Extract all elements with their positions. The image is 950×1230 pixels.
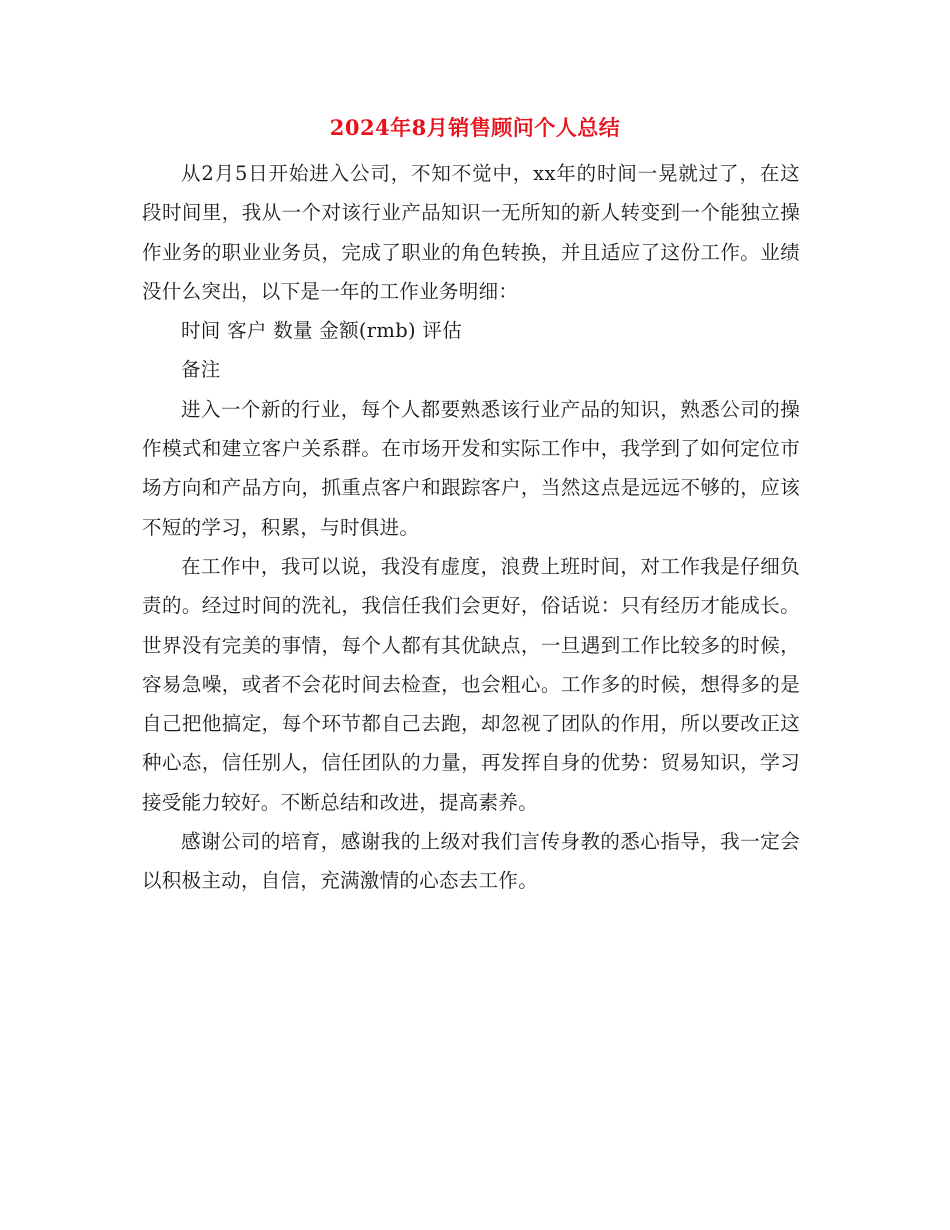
paragraph-table-header: 时间 客户 数量 金额(rmb) 评估 (181, 319, 463, 343)
paragraph-remarks: 备注 (181, 358, 221, 382)
paragraph-intro: 从2月5日开始进入公司，不知不觉中，xx年的时间一晃就过了，在这段时间里，我从一个对该行业产品知识一无所知的新人转变到一个能独立操作业务的职业业务员，完成了职业的角色转换，并且适应了这份工作。业绩没什么突出，以下是一年的工作业务明细： (142, 162, 800, 303)
paragraph-thanks: 感谢公司的培育，感谢我的上级对我们言传身教的悉心指导，我一定会以积极主动，自信，充满激情的心态去工作。 (142, 830, 800, 893)
document-body (142, 154, 800, 901)
document-title: 2024年8月销售顾问个人总结 (329, 115, 621, 140)
paragraph-industry: 进入一个新的行业，每个人都要熟悉该行业产品的知识，熟悉公司的操作模式和建立客户关系群。在市场开发和实际工作中，我学到了如何定位市场方向和产品方向，抓重点客户和跟踪客户，当然这点是远远不够的，应该不短的学习，积累，与时俱进。 (142, 397, 800, 539)
paragraph-work-attitude: 在工作中，我可以说，我没有虚度，浪费上班时间，对工作我是仔细负责的。经过时间的洗礼，我信任我们会更好，俗话说：只有经历才能成长。世界没有完美的事情，每个人都有其优缺点，一旦遇到工作比较多的时候，容易急噪，或者不会花时间去检查，也会粗心。工作多的时候，想得多的是自己把他搞定，每个环节都自己去跑，却忽视了团队的作用，所以要改正这种心态，信任别人，信任团队的力量，再发挥自身的优势：贸易知识，学习接受能力较好。不断总结和改进，提高素养。 (142, 554, 800, 814)
